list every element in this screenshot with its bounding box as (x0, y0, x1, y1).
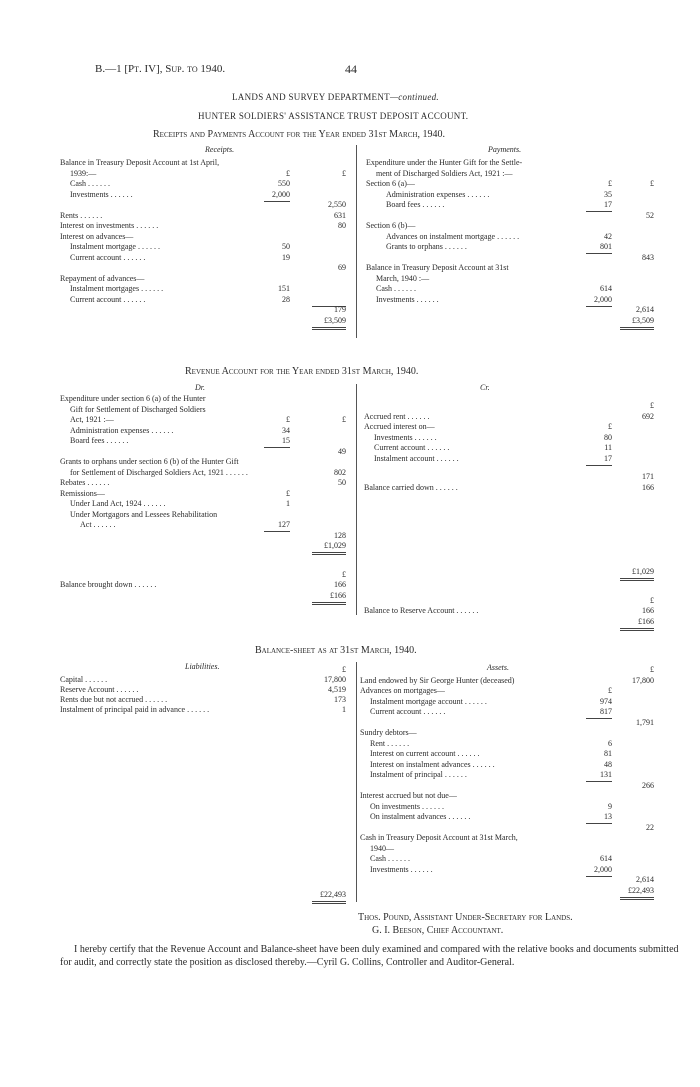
ledger-label: Gift for Settlement of Discharged Soldiers (70, 404, 206, 414)
total-rule (312, 602, 346, 605)
amount-total: 2,614 (636, 305, 654, 314)
amount-inner: £ (286, 168, 290, 178)
ledger-label: Interest on instalment advances . . . . . . (370, 759, 495, 769)
amount-inner: 17 (604, 200, 612, 209)
ledger-label: Advances on instalment mortgage . . . . . . (386, 231, 520, 241)
balance-sheet-column-rule (356, 662, 357, 902)
amount-inner: 614 (600, 854, 612, 863)
ledger-label: 1939:— (70, 168, 97, 178)
ledger-label: Administration expenses . . . . . . (386, 189, 490, 199)
amount-total: 50 (338, 478, 346, 487)
amount-inner: 50 (282, 242, 290, 251)
ledger-label: Expenditure under section 6 (a) of the Hunter (60, 394, 206, 403)
ledger-label: Administration expenses . . . . . . (70, 425, 174, 435)
continued-label: —continued. (389, 92, 439, 102)
ledger-label: Instalment of principal paid in advance . . . . . . (60, 705, 210, 714)
amount-total: 1,791 (636, 717, 654, 727)
dr-heading: Dr. (195, 383, 206, 392)
ledger-label: Remissions— (60, 488, 105, 498)
signature-under-secretary: Thos. Pound, Assistant Under-Secretary for Lands. (358, 912, 573, 923)
amount-inner: 131 (600, 770, 612, 779)
amount-total: £22,493 (628, 885, 654, 895)
total-rule (312, 552, 346, 555)
receipts-payments-title: Receipts and Payments Account for the Year ended 31st March, 1940. (153, 129, 445, 140)
amount-inner: 550 (278, 179, 290, 188)
ledger-label: Rebates . . . . . . (60, 478, 110, 487)
ledger-label: Accrued interest on— (364, 422, 435, 431)
ledger-label: for Settlement of Discharged Soldiers Act, 1921 . . . . . . (70, 467, 248, 477)
amount-total: 22 (646, 822, 654, 832)
amount-inner: 801 (600, 242, 612, 251)
ledger-label: Investments . . . . . . (376, 294, 439, 304)
total-rule (620, 897, 654, 900)
amount-total: 631 (334, 210, 346, 220)
ledger-label: Balance to Reserve Account . . . . . . (364, 606, 479, 615)
ledger-label: Cash . . . . . . (370, 854, 410, 863)
amount-inner: 13 (604, 812, 612, 821)
ledger-label: Capital . . . . . . (60, 675, 108, 684)
total-rule (312, 901, 346, 904)
amount-inner: 127 (278, 520, 290, 529)
amount-total: 171 (642, 472, 654, 481)
amount-inner: 42 (604, 231, 612, 241)
amount-total: 49 (338, 446, 346, 456)
amount-inner: 2,000 (272, 189, 290, 199)
amount-inner: 614 (600, 284, 612, 293)
amount-total: 843 (642, 252, 654, 262)
total-rule (620, 578, 654, 581)
amount-total: 69 (338, 263, 346, 272)
amount-inner: 11 (604, 443, 612, 452)
amount-inner: 1 (286, 499, 290, 508)
ledger-label: On investments . . . . . . (370, 801, 444, 811)
ledger-label: Balance in Treasury Deposit Account at 1st April, (60, 158, 220, 167)
ledger-label: Interest on investments . . . . . . (60, 221, 159, 230)
amount-inner: 974 (600, 696, 612, 706)
amount-total: £22,493 (320, 890, 346, 899)
amount-total: £3,509 (324, 315, 346, 325)
amount-inner: 2,000 (594, 864, 612, 874)
ledger-label: Board fees . . . . . . (386, 200, 445, 209)
ledger-label: Rents . . . . . . (60, 210, 103, 220)
ledger-label: Under Mortgagors and Lessees Rehabilitation (70, 509, 218, 519)
amount-total: 166 (642, 606, 654, 615)
amount-total: 80 (338, 221, 346, 230)
ledger-label: Grants to orphans . . . . . . (386, 242, 467, 251)
amount-total: £ (342, 415, 346, 424)
ledger-label: On instalment advances . . . . . . (370, 812, 471, 821)
amount-inner: 81 (604, 749, 612, 758)
amount-total: £ (650, 595, 654, 605)
amount-total: 179 (334, 305, 346, 314)
ledger-label: Cash . . . . . . (70, 179, 110, 188)
ledger-label: Current account . . . . . . (370, 707, 446, 716)
amount-inner: 35 (604, 189, 612, 199)
subtotal-rule (586, 465, 612, 466)
amount-total: 17,800 (324, 675, 346, 684)
amount-inner: £ (608, 422, 612, 431)
amount-total: £ (342, 168, 346, 178)
signature-chief-accountant: G. I. Beeson, Chief Accountant. (372, 925, 504, 936)
amount-total: 173 (334, 695, 346, 704)
ledger-label: March, 1940 :— (376, 273, 430, 283)
ledger-label: Current account . . . . . . (70, 252, 146, 262)
department-title (232, 92, 439, 102)
ledger-label: Current account . . . . . . (374, 443, 450, 452)
ledger-label: Balance brought down . . . . . . (60, 580, 157, 589)
amount-total: £166 (330, 590, 346, 600)
total-rule (620, 628, 654, 631)
amount-total: £3,509 (632, 315, 654, 325)
amount-total: 2,550 (328, 200, 346, 209)
amount-inner: 2,000 (594, 294, 612, 304)
amount-total: 266 (642, 780, 654, 790)
amount-total: 802 (334, 467, 346, 477)
amount-inner: £ (286, 415, 290, 424)
balance-sheet-title: Balance-sheet as at 31st March, 1940. (255, 645, 417, 656)
ledger-label: Investments . . . . . . (370, 864, 433, 874)
ledger-label: Balance carried down . . . . . . (364, 482, 458, 492)
ledger-label: Advances on mortgages— (360, 686, 445, 695)
revenue-column-rule (356, 384, 357, 615)
ledger-label: Grants to orphans under section 6 (b) of the Hunter Gift (60, 457, 239, 466)
ledger-label: ment of Discharged Soldiers Act, 1921 :— (376, 168, 513, 178)
ledger-label: Rents due but not accrued . . . . . . (60, 695, 168, 704)
page-header: B.—1 [Pt. IV], Sup. to 1940. (95, 63, 226, 75)
ledger-label: Act . . . . . . (80, 520, 116, 529)
ledger-label: Interest on advances— (60, 231, 134, 241)
ledger-label: Accrued rent . . . . . . (364, 411, 430, 421)
amount-total: 166 (334, 580, 346, 589)
amount-total: 52 (646, 210, 654, 220)
liabilities-heading: Liabilities. (185, 662, 220, 671)
total-rule (312, 327, 346, 330)
ledger-label: Cash . . . . . . (376, 284, 416, 293)
payments-heading: Payments. (488, 145, 522, 154)
department-name: LANDS AND SURVEY DEPARTMENT (232, 92, 390, 102)
amount-total: 4,519 (328, 685, 346, 694)
amount-inner: £ (608, 686, 612, 695)
ledger-label: Instalment mortgage account . . . . . . (370, 696, 487, 706)
amount-total: 128 (334, 530, 346, 540)
amount-inner: £ (608, 179, 612, 188)
ledger-label: Interest accrued but not due— (360, 791, 457, 800)
assets-heading: Assets. (487, 663, 509, 672)
receipts-heading: Receipts. (205, 145, 235, 154)
amount-inner: 34 (282, 425, 290, 435)
amount-total: £ (342, 665, 346, 674)
ledger-label: Expenditure under the Hunter Gift for the Settle- (366, 158, 523, 167)
ledger-label: Board fees . . . . . . (70, 436, 129, 445)
ledger-label: Instalment mortgage . . . . . . (70, 242, 160, 251)
total-rule (620, 327, 654, 330)
amount-inner: 28 (282, 294, 290, 304)
amount-inner: 48 (604, 759, 612, 769)
amount-total: £166 (638, 616, 654, 626)
ledger-label: Investments . . . . . . (70, 189, 133, 199)
ledger-label: Sundry debtors— (360, 728, 417, 737)
revenue-title: Revenue Account for the Year ended 31st March, 1940. (185, 366, 419, 377)
ledger-label: Current account . . . . . . (70, 294, 146, 304)
amount-inner: 9 (608, 801, 612, 811)
amount-total: £ (650, 665, 654, 674)
amount-inner: 817 (600, 707, 612, 716)
amount-inner: 15 (282, 436, 290, 445)
amount-total: £ (342, 569, 346, 579)
amount-total: £ (650, 401, 654, 410)
amount-inner: 151 (278, 284, 290, 293)
ledger-label: Cash in Treasury Deposit Account at 31st March, (360, 833, 518, 842)
ledger-label: Instalment account . . . . . . (374, 453, 459, 463)
ledger-label: 1940— (370, 843, 394, 853)
ledger-label: Repayment of advances— (60, 273, 145, 283)
amount-inner: £ (286, 488, 290, 498)
ledger-label: Instalment mortgages . . . . . . (70, 284, 164, 293)
ledger-label: Balance in Treasury Deposit Account at 31st (366, 263, 509, 272)
ledger-label: Interest on current account . . . . . . (370, 749, 480, 758)
ledger-label: Rent . . . . . . (370, 738, 410, 748)
ledger-label: Under Land Act, 1924 . . . . . . (70, 499, 166, 508)
ledger-label: Section 6 (a)— (366, 179, 415, 188)
amount-total: £1,029 (632, 567, 654, 576)
amount-total: £ (650, 179, 654, 188)
account-title: HUNTER SOLDIERS' ASSISTANCE TRUST DEPOSIT ACCOUNT. (198, 111, 469, 121)
ledger-label: Act, 1921 :— (70, 415, 114, 424)
auditor-certificate: I hereby certify that the Revenue Account and Balance-sheet have been duly examined and compared with the relative books and documents submitted for audit, and correctly state the position as disclosed thereby.—Cyril G. Collins, Controller and Auditor-General. (60, 944, 679, 968)
ledger-label: Instalment of principal . . . . . . (370, 770, 467, 779)
amount-inner: 19 (282, 252, 290, 262)
amount-inner: 80 (604, 432, 612, 442)
amount-total: 166 (642, 482, 654, 492)
amount-total: £1,029 (324, 541, 346, 550)
amount-inner: 17 (604, 453, 612, 463)
amount-inner: 6 (608, 738, 612, 748)
page-number: 44 (345, 62, 357, 76)
rp-column-rule (356, 145, 357, 338)
ledger-label: Reserve Account . . . . . . (60, 685, 139, 694)
cr-heading: Cr. (480, 383, 490, 392)
ledger-label: Section 6 (b)— (366, 221, 416, 230)
amount-total: 17,800 (632, 675, 654, 685)
amount-total: 1 (342, 705, 346, 714)
ledger-label: Investments . . . . . . (374, 432, 437, 442)
ledger-label: Land endowed by Sir George Hunter (deceased) (360, 675, 515, 685)
amount-total: 2,614 (636, 875, 654, 884)
amount-total: 692 (642, 411, 654, 421)
